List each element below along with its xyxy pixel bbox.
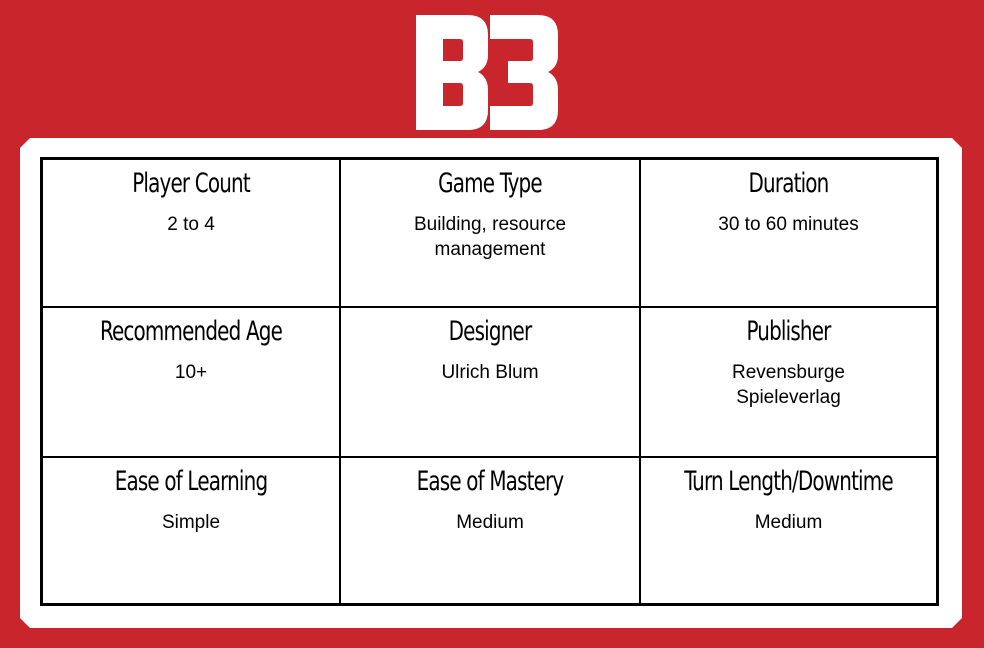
cell-heading: Ease of Learning: [114, 466, 268, 497]
cell-heading: Designer: [448, 316, 532, 347]
cell-value: 30 to 60 minutes: [718, 214, 859, 235]
cell-value: Ulrich Blum: [441, 362, 539, 383]
cell-heading: Player Count: [132, 168, 250, 199]
cell-value: 2 to 4: [167, 214, 215, 235]
cell-designer: [341, 308, 641, 458]
cell-value: Medium: [754, 512, 823, 533]
cell-game-type: [341, 160, 641, 308]
cell-heading: Recommended Age: [99, 316, 283, 347]
cell-recommended-age: [43, 308, 341, 458]
cell-ease-of-learning: [43, 458, 341, 603]
cell-duration: [641, 160, 936, 308]
cell-value: Revensburge Spieleverlag: [731, 362, 846, 408]
cell-player-count: [43, 160, 341, 308]
game-info-grid: [40, 157, 939, 606]
cell-value: Building, resource management: [413, 214, 567, 260]
cell-heading: Publisher: [746, 316, 831, 347]
cell-value: Medium: [456, 512, 524, 533]
cell-turn-length: [641, 458, 936, 603]
cell-heading: Ease of Mastery: [416, 466, 564, 497]
cell-heading: Duration: [748, 168, 829, 199]
cell-ease-of-mastery: [341, 458, 641, 603]
cell-value: 10+: [174, 362, 208, 383]
cell-heading: Game Type: [438, 168, 542, 199]
cell-value: Simple: [161, 512, 221, 533]
cell-heading: Turn Length/Downtime: [684, 466, 893, 497]
cell-publisher: [641, 308, 936, 458]
b3-logo: [416, 15, 558, 130]
